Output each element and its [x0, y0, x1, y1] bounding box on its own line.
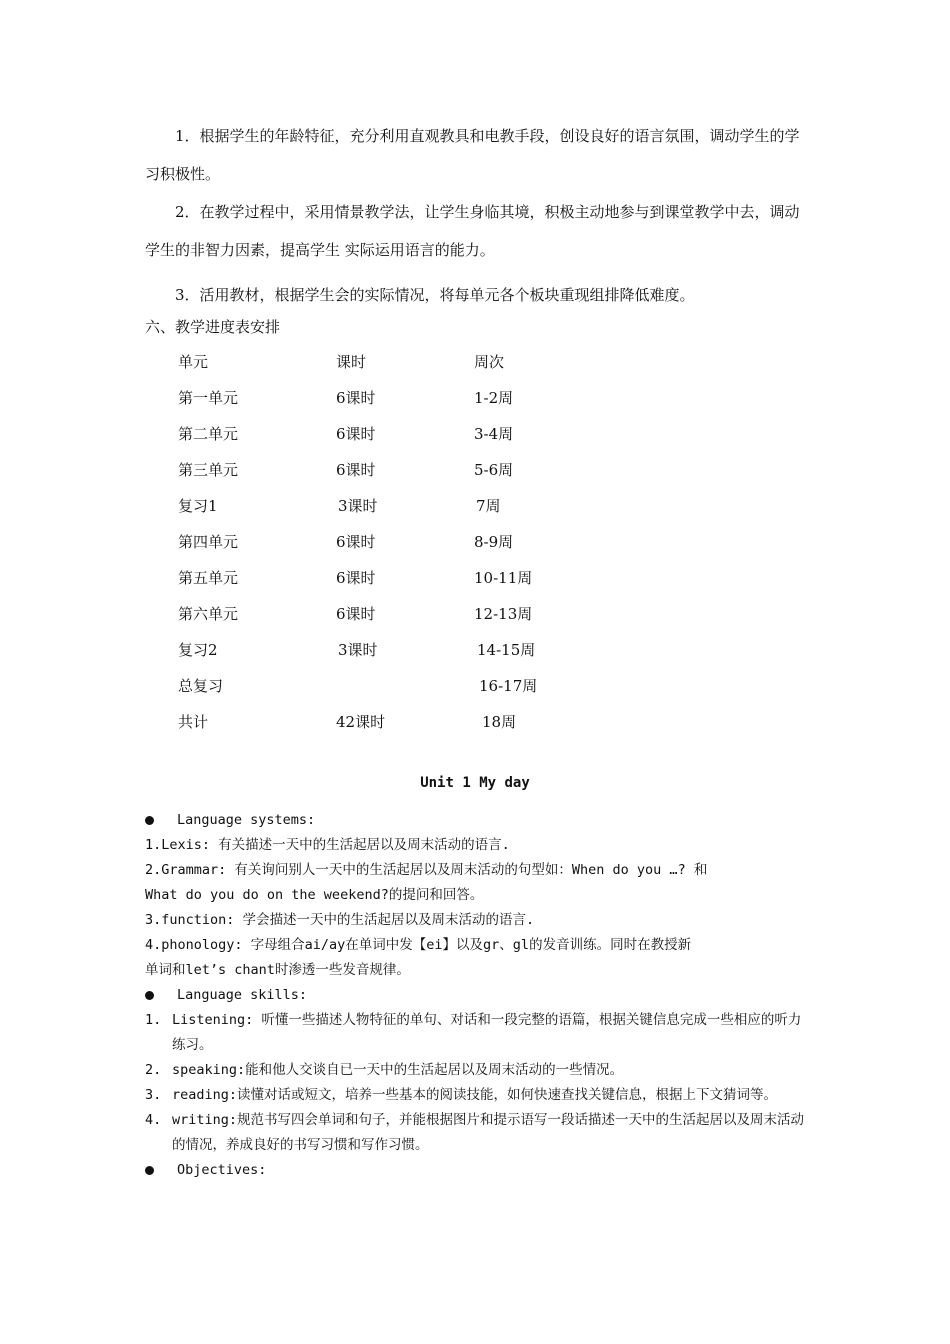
list-item: 4.phonology: 字母组合ai/ay在单词中发【ei】以及gr、gl的发音训练。同时在教授新	[145, 937, 692, 953]
paragraph-1: 1．根据学生的年龄特征，充分利用直观教具和电教手段，创设良好的语言氛围，调动学生的学习积极性。	[145, 127, 800, 183]
language-systems-heading: Language systems:	[145, 808, 810, 833]
schedule-heading: 六、教学进度表安排	[145, 318, 281, 336]
row-unit: 第一单元	[178, 389, 239, 407]
skill-item-listening: 1. Listening: 听懂一些描述人物特征的单句、对话和一段完整的语篇，根据关键信息完成一些相应的听力练习。	[145, 1012, 802, 1053]
row-hours: 3课时	[338, 641, 378, 659]
objectives-heading: Objectives:	[145, 1158, 810, 1183]
paragraph-2: 2．在教学过程中，采用情景教学法，让学生身临其境，积极主动地参与到课堂教学中去，调动学生的非智力因素，提高学生 实际运用语言的能力。	[145, 203, 800, 259]
list-item: 3.function: 学会描述一天中的生活起居以及周末活动的语言.	[145, 912, 535, 928]
row-weeks: 7周	[476, 497, 501, 515]
row-hours: 42课时	[336, 713, 386, 731]
row-hours: 3课时	[338, 497, 378, 515]
list-item: What do you do on the weekend?的提问和回答。	[145, 887, 484, 903]
row-weeks: 14-15周	[477, 641, 536, 659]
row-weeks: 10-11周	[474, 569, 533, 587]
row-unit: 共计	[178, 713, 209, 731]
row-weeks: 12-13周	[474, 605, 533, 623]
list-item: 单词和let’s chant时渗透一些发音规律。	[145, 962, 410, 978]
row-unit: 第三单元	[178, 461, 239, 479]
row-weeks: 1-2周	[474, 389, 514, 407]
row-unit: 第五单元	[178, 569, 239, 587]
row-unit: 第四单元	[178, 533, 239, 551]
row-hours: 6课时	[336, 461, 376, 479]
skill-item-writing: 4. writing:规范书写四会单词和句子，并能根据图片和提示语写一段话描述一天中的生活起居以及周末活动的情况，养成良好的书写习惯和写作习惯。	[145, 1112, 805, 1153]
unit-title: Unit 1 My day	[420, 775, 530, 791]
skill-item-reading: 3. reading:读懂对话或短文，培养一些基本的阅读技能，如何快速查找关键信息，根据上下文猜词等。	[145, 1087, 778, 1103]
row-weeks: 18周	[482, 713, 517, 731]
bullet-icon	[145, 1166, 154, 1175]
unit-content	[145, 808, 810, 1183]
row-unit: 第二单元	[178, 425, 239, 443]
header-weeks: 周次	[474, 353, 505, 371]
skill-item-speaking: 2. speaking:能和他人交谈自已一天中的生活起居以及周末活动的一些情况。	[145, 1062, 624, 1078]
bullet-icon	[145, 816, 154, 825]
row-unit: 复习2	[178, 641, 218, 659]
row-hours: 6课时	[336, 425, 376, 443]
bullet-icon	[145, 991, 154, 1000]
language-skills-heading: Language skills:	[145, 983, 810, 1008]
row-unit: 复习1	[178, 497, 218, 515]
row-weeks: 5-6周	[474, 461, 514, 479]
list-item: 1.Lexis: 有关描述一天中的生活起居以及周末活动的语言.	[145, 837, 510, 853]
paragraph-3: 3．活用教材，根据学生会的实际情况，将每单元各个板块重现组排降低难度。	[175, 286, 695, 304]
row-unit: 总复习	[178, 677, 224, 695]
list-item: 2.Grammar: 有关询问别人一天中的生活起居以及周末活动的句型如：When do you …? 和	[145, 862, 708, 878]
row-weeks: 16-17周	[479, 677, 538, 695]
row-hours: 6课时	[336, 533, 376, 551]
row-unit: 第六单元	[178, 605, 239, 623]
header-unit: 单元	[178, 353, 209, 371]
row-weeks: 8-9周	[474, 533, 514, 551]
row-hours: 6课时	[336, 569, 376, 587]
row-hours: 6课时	[336, 389, 376, 407]
header-hours: 课时	[336, 353, 367, 371]
row-hours: 6课时	[336, 605, 376, 623]
row-weeks: 3-4周	[474, 425, 514, 443]
